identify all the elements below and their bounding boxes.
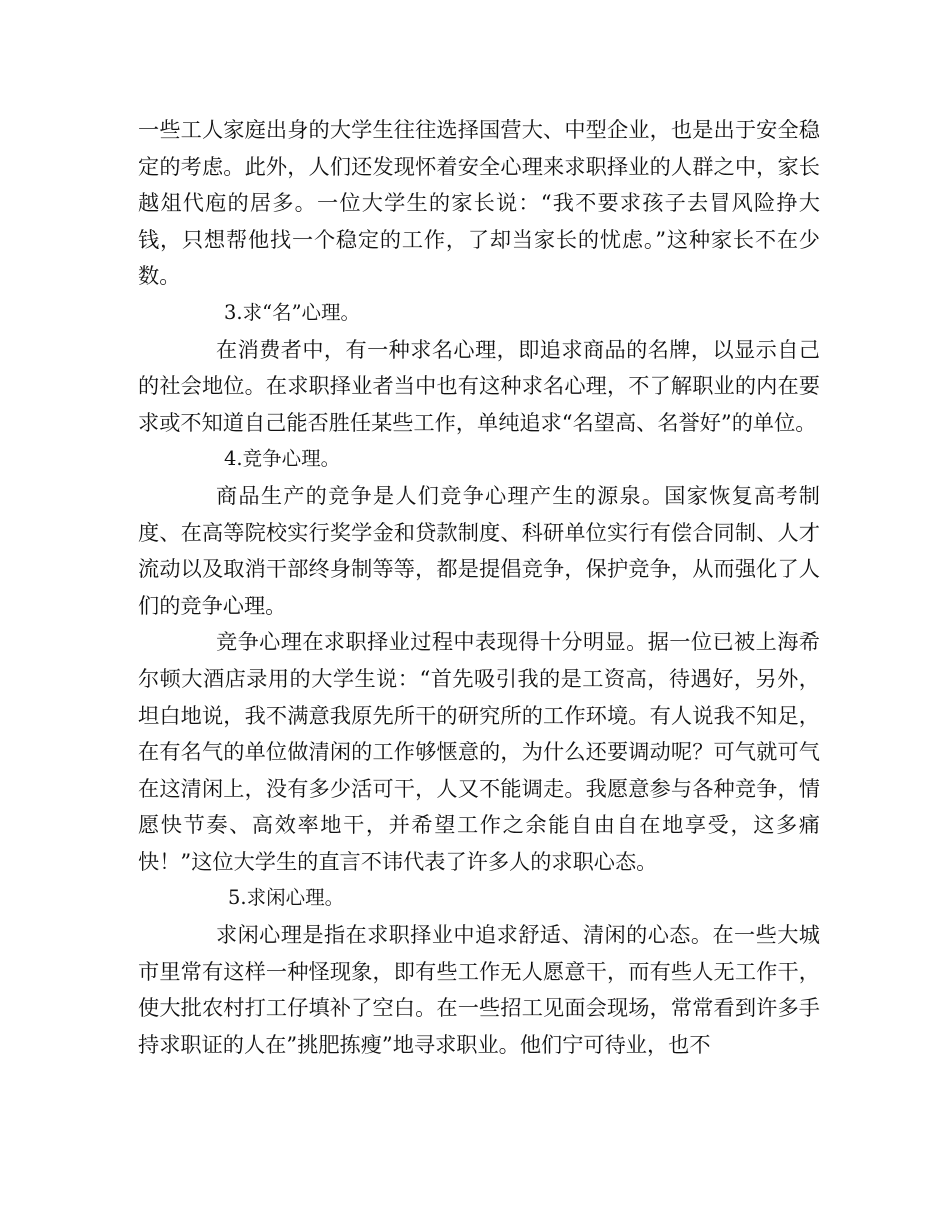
paragraph-competition-example: 竞争心理在求职择业过程中表现得十分明显。据一位已被上海希尔顿大酒店录用的大学生说：“首先吸引我的是工资高，待遇好，另外，坦白地说，我不满意我原先所干的研究所的工作环境。有人说我不知足，在有名气的单位做清闲的工作够惬意的，为什么还要调动呢？可气就可气在这清闲上，没有多少活可干，人又不能调走。我愿意参与各种竞争，情愿快节奏、高效率地干，并希望工作之余能自由自在地享受，这多痛快！”这位大学生的直言不讳代表了许多人的求职心态。: [138, 629, 820, 874]
paragraph-safety-continued: 一些工人家庭出身的大学生往往选择国营大、中型企业，也是出于安全稳定的考虑。此外，人们还发现怀着安全心理来求职择业的人群之中，家长越俎代庖的居多。一位大学生的家长说：“我不要求孩子去冒风险挣大钱，只想帮他找一个稳定的工作，了却当家长的忧虑。”这种家长不在少数。: [138, 117, 820, 289]
heading-seeking-fame: 3.求“名”心理。: [224, 300, 361, 324]
paragraph-seeking-fame: 在消费者中，有一种求名心理，即追求商品的名牌，以显示自己的社会地位。在求职择业者当中也有这种求名心理，不了解职业的内在要求或不知道自己能否胜任某些工作，单纯追求“名望高、名誉好”的单位。: [138, 336, 820, 435]
heading-competition: 4.竞争心理。: [224, 447, 341, 471]
heading-seeking-leisure: 5.求闲心理。: [228, 886, 345, 910]
paragraph-seeking-leisure: 求闲心理是指在求职择业中追求舒适、清闲的心态。在一些大城市里常有这样一种怪现象，即有些工作无人愿意干，而有些人无工作干，使大批农村打工仔填补了空白。在一些招工见面会现场，常常看到许多手持求职证的人在”挑肥拣瘦”地寻求职业。他们宁可待业，也不: [138, 922, 820, 1057]
document-body: [138, 112, 820, 1063]
paragraph-competition-source: 商品生产的竞争是人们竞争心理产生的源泉。国家恢复高考制度、在高等院校实行奖学金和贷款制度、科研单位实行有偿合同制、人才流动以及取消干部终身制等等，都是提倡竞争，保护竞争，从而强化了人们的竞争心理。: [138, 482, 820, 618]
